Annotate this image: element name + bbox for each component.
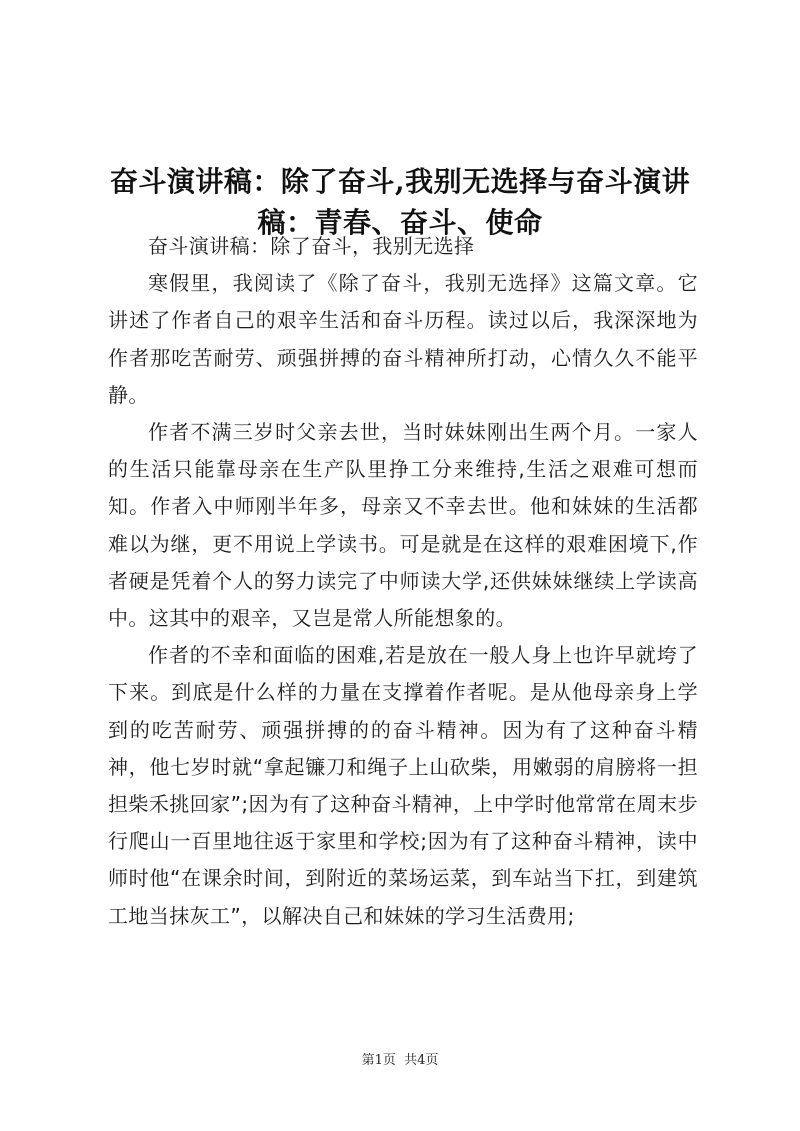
paragraph-3: 作者的不幸和面临的困难,若是放在一般人身上也许早就垮了下来。到底是什么样的力量在支撑着作者呢。是从他母亲身上学到的吃苦耐劳、顽强拼搏的的奋斗精神。因为有了这种奋斗精神，他七岁时就“拿起镰刀和绳子上山砍柴，用嫩弱的肩膀将一担担柴禾挑回家”;因为有了这种奋斗精神，上中学时他常常在周末步行爬山一百里地往返于家里和学校;因为有了这种奋斗精神，读中师时他“在课余时间，到附近的菜场运菜，到车站当下扛，到建筑工地当抹灰工”，以解决自己和妹妹的学习生活费用;	[108, 643, 698, 928]
document-body	[108, 228, 698, 935]
paragraph-2: 作者不满三岁时父亲去世，当时妹妹刚出生两个月。一家人的生活只能靠母亲在生产队里挣工分来维持,生活之艰难可想而知。作者入中师刚半年多，母亲又不幸去世。他和妹妹的生活都难以为继，更不用说上学读书。可是就是在这样的艰难困境下,作者硬是凭着个人的努力读完了中师读大学,还供妹妹继续上学读高中。这其中的艰辛，又岂是常人所能想象的。	[108, 420, 698, 631]
paragraph-1: 寒假里，我阅读了《除了奋斗，我别无选择》这篇文章。它讲述了作者自己的艰辛生活和奋斗历程。读过以后，我深深地为作者那吃苦耐劳、顽强拼搏的奋斗精神所打动，心情久久不能平静。	[108, 271, 698, 407]
page-number-footer: 第1页 共4页	[361, 1053, 439, 1068]
paragraph-subtitle: 奋斗演讲稿：除了奋斗，我别无选择	[148, 234, 475, 258]
document-title: 奋斗演讲稿：除了奋斗,我别无选择与奋斗演讲稿：青春、奋斗、使命	[109, 164, 691, 239]
